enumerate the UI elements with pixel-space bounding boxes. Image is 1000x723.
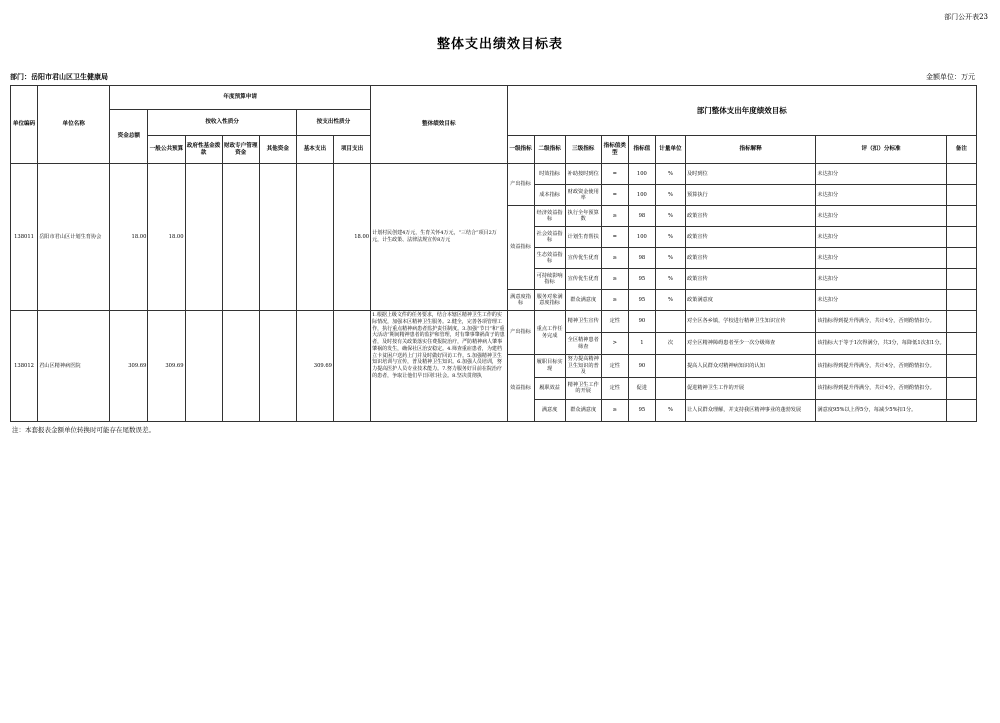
fiscal-account bbox=[222, 164, 259, 311]
scoring-criteria: 未达扣分 bbox=[816, 290, 946, 311]
value-type: 定性 bbox=[601, 355, 628, 378]
level3-indicator: 努力提高精神卫生知识的普及 bbox=[565, 355, 601, 378]
scoring-criteria: 该指标大于等于1次得满分，共3分，每降低1次扣1分。 bbox=[816, 333, 946, 355]
indicator-explanation: 让人民群众理解，并支持我区精神事业的蓬勃发展 bbox=[685, 399, 815, 421]
remark bbox=[946, 206, 976, 227]
overall-goal-text: 计划村民创建4万元，生育关怀4万元，“三结合”项目2万元，计生政策、法律法规宣传8万元 bbox=[371, 164, 507, 311]
unit-code: 138012 bbox=[11, 311, 38, 422]
measure-unit: 次 bbox=[655, 333, 685, 355]
value-type: 定性 bbox=[601, 377, 628, 399]
measure-unit: % bbox=[655, 164, 685, 185]
remark bbox=[946, 227, 976, 248]
remark bbox=[946, 290, 976, 311]
value-type: = bbox=[601, 227, 628, 248]
indicator-explanation: 对全区各乡镇，学校进行精神卫生知识宣传 bbox=[685, 311, 815, 333]
indicator-value: 98 bbox=[628, 248, 655, 269]
measure-unit: % bbox=[655, 248, 685, 269]
indicator-explanation: 政策宣传 bbox=[685, 206, 815, 227]
header-by-income: 按收入性质分 bbox=[148, 110, 296, 136]
measure-unit: % bbox=[655, 269, 685, 290]
scoring-criteria: 满意度95%以上得5分，每减少5%扣1分。 bbox=[816, 399, 946, 421]
indicator-explanation: 政策满意度 bbox=[685, 290, 815, 311]
indicator-value: 100 bbox=[628, 164, 655, 185]
footnote: 注：本套报表金额单位转换时可能存在尾数误差。 bbox=[12, 426, 155, 434]
level2-indicator: 服务对象满意度指标 bbox=[534, 290, 565, 311]
remark bbox=[946, 164, 976, 185]
remark bbox=[946, 355, 976, 378]
header-basic-expense: 基本支出 bbox=[296, 136, 333, 164]
other-funds bbox=[259, 311, 296, 422]
level2-indicator: 履职目标实现 bbox=[534, 355, 565, 378]
scoring-criteria: 该指标得到提升得满分，共计4分，否则酌情扣分。 bbox=[816, 377, 946, 399]
header-annual-budget: 年度预算申请 bbox=[110, 86, 371, 110]
indicator-value: 90 bbox=[628, 355, 655, 378]
value-type: ≥ bbox=[601, 290, 628, 311]
level1-indicator: 效益指标 bbox=[507, 355, 534, 422]
table-row bbox=[11, 164, 977, 185]
level3-indicator: 精神卫生宣传 bbox=[565, 311, 601, 333]
value-type: = bbox=[601, 164, 628, 185]
level2-indicator: 满意度 bbox=[534, 399, 565, 421]
remark bbox=[946, 248, 976, 269]
level1-indicator: 满意度指标 bbox=[507, 290, 534, 311]
header-other-funds: 其他资金 bbox=[259, 136, 296, 164]
level2-indicator: 履职效益 bbox=[534, 377, 565, 399]
remark bbox=[946, 377, 976, 399]
header-annual-goal: 部门整体支出年度绩效目标 bbox=[507, 86, 977, 136]
header-fiscal-account: 财政专户管理资金 bbox=[222, 136, 259, 164]
level2-indicator: 经济效益指标 bbox=[534, 206, 565, 227]
level3-indicator: 财政资金使用率 bbox=[565, 185, 601, 206]
header-unit-name: 单位名称 bbox=[38, 86, 110, 164]
measure-unit: % bbox=[655, 399, 685, 421]
header-total-funds: 资金总额 bbox=[110, 110, 148, 164]
header-gov-fund: 政府性基金拨款 bbox=[185, 136, 222, 164]
performance-table bbox=[10, 85, 977, 422]
level3-indicator: 群众满意度 bbox=[565, 290, 601, 311]
indicator-explanation: 政策宣传 bbox=[685, 248, 815, 269]
level2-indicator: 可持续影响指标 bbox=[534, 269, 565, 290]
header-level2: 二级指标 bbox=[534, 136, 565, 164]
page-title: 整体支出绩效目标表 bbox=[436, 37, 563, 52]
header-value: 指标值 bbox=[628, 136, 655, 164]
indicator-value: 95 bbox=[628, 269, 655, 290]
level3-indicator: 精神卫生工作的开展 bbox=[565, 377, 601, 399]
header-measure-unit: 计量单位 bbox=[655, 136, 685, 164]
indicator-explanation: 及时到位 bbox=[685, 164, 815, 185]
level3-indicator: 全区精神患者筛查 bbox=[565, 333, 601, 355]
value-type: ≥ bbox=[601, 399, 628, 421]
project-expense bbox=[333, 311, 370, 422]
header-by-expense: 按支出性质分 bbox=[296, 110, 370, 136]
basic-expense bbox=[296, 164, 333, 311]
total-funds: 18.00 bbox=[110, 164, 148, 311]
level3-indicator: 补助按时到位 bbox=[565, 164, 601, 185]
amount-unit-label: 金额单位：万元 bbox=[926, 73, 975, 81]
total-funds: 309.69 bbox=[110, 311, 148, 422]
remark bbox=[946, 311, 976, 333]
level2-indicator: 社会效益指标 bbox=[534, 227, 565, 248]
fiscal-account bbox=[222, 311, 259, 422]
header-level3: 三级指标 bbox=[565, 136, 601, 164]
gov-fund bbox=[185, 311, 222, 422]
gov-fund bbox=[185, 164, 222, 311]
indicator-value: 95 bbox=[628, 399, 655, 421]
header-project-expense: 项目支出 bbox=[333, 136, 370, 164]
general-budget: 18.00 bbox=[148, 164, 185, 311]
indicator-explanation: 提高人民群众对精神病知识的认知 bbox=[685, 355, 815, 378]
scoring-criteria: 未达扣分 bbox=[816, 164, 946, 185]
indicator-explanation: 对全区精神障碍患者至少一次分级筛查 bbox=[685, 333, 815, 355]
indicator-explanation: 政策宣传 bbox=[685, 227, 815, 248]
indicator-explanation: 政策宣传 bbox=[685, 269, 815, 290]
unit-name: 君山区精神病医院 bbox=[38, 311, 110, 422]
level2-indicator: 重点工作任务完成 bbox=[534, 311, 565, 355]
value-type: 定性 bbox=[601, 311, 628, 333]
header-value-type: 指标值类型 bbox=[601, 136, 628, 164]
header-remark: 备注 bbox=[946, 136, 976, 164]
unit-code: 138011 bbox=[11, 164, 38, 311]
header-level1: 一级指标 bbox=[507, 136, 534, 164]
measure-unit bbox=[655, 311, 685, 333]
indicator-explanation: 促进精神卫生工作的开展 bbox=[685, 377, 815, 399]
value-type: > bbox=[601, 333, 628, 355]
indicator-value: 100 bbox=[628, 227, 655, 248]
scoring-criteria: 未达扣分 bbox=[816, 248, 946, 269]
scoring-criteria: 该指标得到提升得满分，共计4分，否则酌情扣分。 bbox=[816, 355, 946, 378]
other-funds bbox=[259, 164, 296, 311]
department-label: 部门：岳阳市君山区卫生健康局 bbox=[10, 72, 108, 81]
table-row bbox=[11, 311, 977, 333]
scoring-criteria: 未达扣分 bbox=[816, 227, 946, 248]
remark bbox=[946, 269, 976, 290]
indicator-value: 95 bbox=[628, 290, 655, 311]
indicator-explanation: 预算执行 bbox=[685, 185, 815, 206]
header-unit-code: 单位编码 bbox=[11, 86, 38, 164]
indicator-value: 100 bbox=[628, 185, 655, 206]
value-type: ≥ bbox=[601, 269, 628, 290]
measure-unit bbox=[655, 377, 685, 399]
level3-indicator: 宣传优生优育 bbox=[565, 248, 601, 269]
remark bbox=[946, 333, 976, 355]
indicator-value: 98 bbox=[628, 206, 655, 227]
overall-goal-text: 1.根据上级文件的任务要求，结合本辖区精神卫生工作的实际情况，加强本区精神卫生服务。2.健全，完善各项管理工作，执行重点精神病患者监护责任制度。3.加强“节日”和“重大活动”期间精神患者的监护和管理，对有肇事肇祸苗子的患者，及时按有关政策落实住费报院治疗，严防精神病人肇事肇祸的发生，确保社区治安稳定。4.筛查重症患者，为建档立卡贫困户送药上门并及时做好回访工作。5.加强精神卫生知识培训与宣传，普及精神卫生知识。6.加强人员培训，努力提高医护人员专业技术能力。7.努力服务好目前在院治疗的患者，争取让他们早日回归社会。8.坚决贯彻执 bbox=[371, 311, 507, 422]
header-criteria: 评（扣）分标准 bbox=[816, 136, 946, 164]
level1-indicator: 产出指标 bbox=[507, 164, 534, 206]
general-budget: 309.69 bbox=[148, 311, 185, 422]
indicator-value: 促进 bbox=[628, 377, 655, 399]
value-type: ≥ bbox=[601, 206, 628, 227]
header-explanation: 指标解释 bbox=[685, 136, 815, 164]
scoring-criteria: 未达扣分 bbox=[816, 269, 946, 290]
indicator-value: 90 bbox=[628, 311, 655, 333]
level3-indicator: 群众满意度 bbox=[565, 399, 601, 421]
unit-name: 岳阳市君山区计划生育协会 bbox=[38, 164, 110, 311]
remark bbox=[946, 399, 976, 421]
level2-indicator: 生态效益指标 bbox=[534, 248, 565, 269]
scoring-criteria: 未达扣分 bbox=[816, 185, 946, 206]
scoring-criteria: 未达扣分 bbox=[816, 206, 946, 227]
measure-unit bbox=[655, 355, 685, 378]
remark bbox=[946, 185, 976, 206]
level2-indicator: 成本指标 bbox=[534, 185, 565, 206]
level3-indicator: 计划生育帮扶 bbox=[565, 227, 601, 248]
level3-indicator: 宣传优生优育 bbox=[565, 269, 601, 290]
scoring-criteria: 该指标得到提升得满分，共计4分，否则酌情扣分。 bbox=[816, 311, 946, 333]
measure-unit: % bbox=[655, 290, 685, 311]
measure-unit: % bbox=[655, 227, 685, 248]
level3-indicator: 执行全年预算数 bbox=[565, 206, 601, 227]
header-overall-goal: 整体绩效目标 bbox=[371, 86, 507, 164]
value-type: ≥ bbox=[601, 248, 628, 269]
level1-indicator: 效益指标 bbox=[507, 206, 534, 290]
indicator-value: 1 bbox=[628, 333, 655, 355]
measure-unit: % bbox=[655, 206, 685, 227]
level2-indicator: 时效指标 bbox=[534, 164, 565, 185]
header-general-budget: 一般公共预算 bbox=[148, 136, 185, 164]
table-number: 部门公开表23 bbox=[944, 13, 988, 21]
project-expense: 18.00 bbox=[333, 164, 370, 311]
value-type: = bbox=[601, 185, 628, 206]
basic-expense: 309.69 bbox=[296, 311, 333, 422]
level1-indicator: 产出指标 bbox=[507, 311, 534, 355]
measure-unit: % bbox=[655, 185, 685, 206]
